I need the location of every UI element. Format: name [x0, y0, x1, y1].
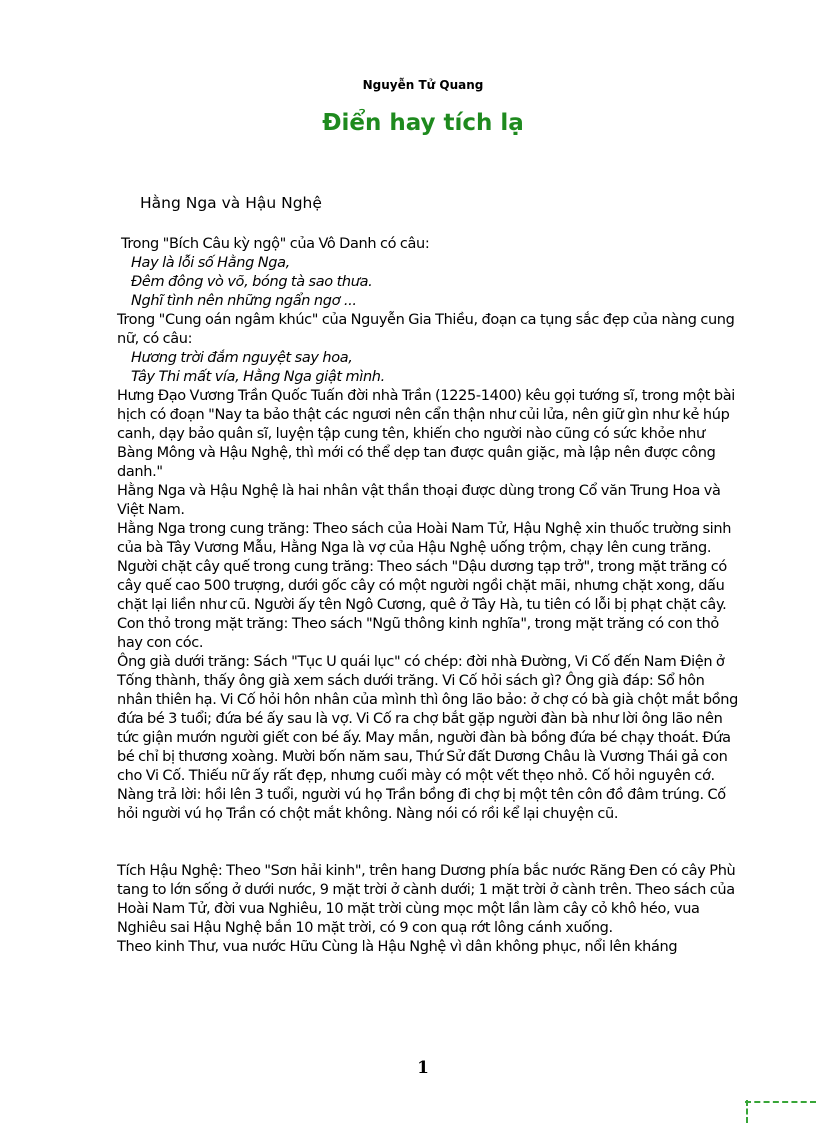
paragraph: Người chặt cây quế trong cung trăng: Theo sách "Dậu dương tạp trở", trong mặt trăng có cây quế cao 500 trượng, dưới gốc cây có một người ngồi chặt mãi, nhưng chặt xong, dấu chặt lại liền như cũ. Người ấy tên Ngô Cương, quê ở Tây Hà, tu tiên có lỗi bị phạt chặt cây. — [117, 559, 727, 613]
verse-line: Nghĩ tình nên những ngẩn ngơ ... — [131, 293, 357, 309]
paragraph: Tích Hậu Nghệ: Theo "Sơn hải kinh", trên hang Dương phía bắc nước Răng Đen có cây Phù tang to lớn sống ở dưới nước, 9 mặt trời ở cành dưới; 1 mặt trời ở cành trên. Theo sách của Hoài Nam Tử, đời vua Nghiêu, 10 mặt trời cùng mọc một lần làm cây cỏ khô héo, vua Nghiêu sai Hậu Nghệ bắn 10 mặt trời, có 9 con quạ rớt lông cánh xuống. — [117, 863, 736, 936]
paragraph-gap — [117, 824, 742, 862]
paragraph: Hằng Nga trong cung trăng: Theo sách của Hoài Nam Tử, Hậu Nghệ xin thuốc trường sinh của bà Tây Vương Mẫu, Hằng Nga là vợ của Hậu Nghệ uống trộm, chạy lên cung trăng. — [117, 521, 732, 556]
verse-line: Hương trời đắm nguyệt say hoa, — [131, 350, 353, 366]
paragraph: Ông già dưới trăng: Sách "Tục U quái lục" có chép: đời nhà Đường, Vi Cố đến Nam Điện ở Tống thành, thấy ông già xem sách dưới trăng. Vi Cố hỏi sách gì? Ông già đáp: Sổ hôn nhân thiên hạ. Vi Cố hỏi hôn nhân của mình thì ông lão bảo: ở chợ có bà già chột mắt bồng đứa bé 3 tuổi; đứa bé ấy sau là vợ. Vi Cố ra chợ bắt gặp người đàn bà như lời ông lão nên tức giận mướn người giết con bé ấy. May mắn, người đàn bà bồng đứa bé chạy thoát. Đứa bé chỉ bị thương xoàng. Mười bốn năm sau, Thứ Sử đất Dương Châu là Vương Thái gả con cho Vi Cố. Thiếu nữ ấy rất đẹp, nhưng cuối mày có một vết thẹo nhỏ. Cố hỏi nguyên cớ. Nàng trả lời: hồi lên 3 tuổi, người vú họ Trần bồng đi chợ bị một tên côn đồ đâm trúng. Cố hỏi người vú họ Trần có chột mắt không. Nàng nói có rồi kể lại chuyện cũ. — [117, 654, 738, 822]
document-body — [117, 235, 742, 957]
paragraph: Hằng Nga và Hậu Nghệ là hai nhân vật thần thoại được dùng trong Cổ văn Trung Hoa và Việt Nam. — [117, 483, 721, 518]
crop-mark-vertical — [746, 1100, 748, 1123]
verse-line: Tây Thi mất vía, Hằng Nga giật mình. — [131, 369, 385, 385]
corner-crop-mark — [745, 1100, 816, 1123]
paragraph: Hưng Đạo Vương Trần Quốc Tuấn đời nhà Trần (1225-1400) kêu gọi tướng sĩ, trong một bài hịch có đoạn "Nay ta bảo thật các ngươi nên cẩn thận như củi lửa, nên giữ gìn như kẻ húp canh, dạy bảo quân sĩ, luyện tập cung tên, khiến cho người nào cũng có sức khỏe như Bàng Mông và Hậu Nghệ, thì mới có thể dẹp tan được quân giặc, mà lập nên được công danh." — [117, 388, 735, 480]
crop-mark-horizontal — [745, 1101, 816, 1103]
paragraph: Con thỏ trong mặt trăng: Theo sách "Ngũ thông kinh nghĩa", trong mặt trăng có con thỏ hay con cóc. — [117, 616, 719, 651]
page-number: 1 — [417, 1058, 429, 1078]
author: Nguyễn Tử Quang — [362, 78, 484, 92]
verse-line: Hay là lỗi số Hằng Nga, — [131, 255, 290, 271]
page-title: Điển hay tích lạ — [322, 110, 524, 136]
paragraph: Trong "Cung oán ngâm khúc" của Nguyễn Gia Thiều, đoạn ca tụng sắc đẹp của nàng cung nữ, có câu: — [117, 312, 735, 347]
paragraph: Trong "Bích Câu kỳ ngộ" của Vô Danh có câu: — [121, 236, 430, 252]
paragraph: Theo kinh Thư, vua nước Hữu Cùng là Hậu Nghệ vì dân không phục, nổi lên kháng — [117, 939, 678, 955]
verse-line: Đêm đông vò võ, bóng tà sao thưa. — [131, 274, 373, 290]
section-heading: Hằng Nga và Hậu Nghệ — [140, 194, 322, 212]
